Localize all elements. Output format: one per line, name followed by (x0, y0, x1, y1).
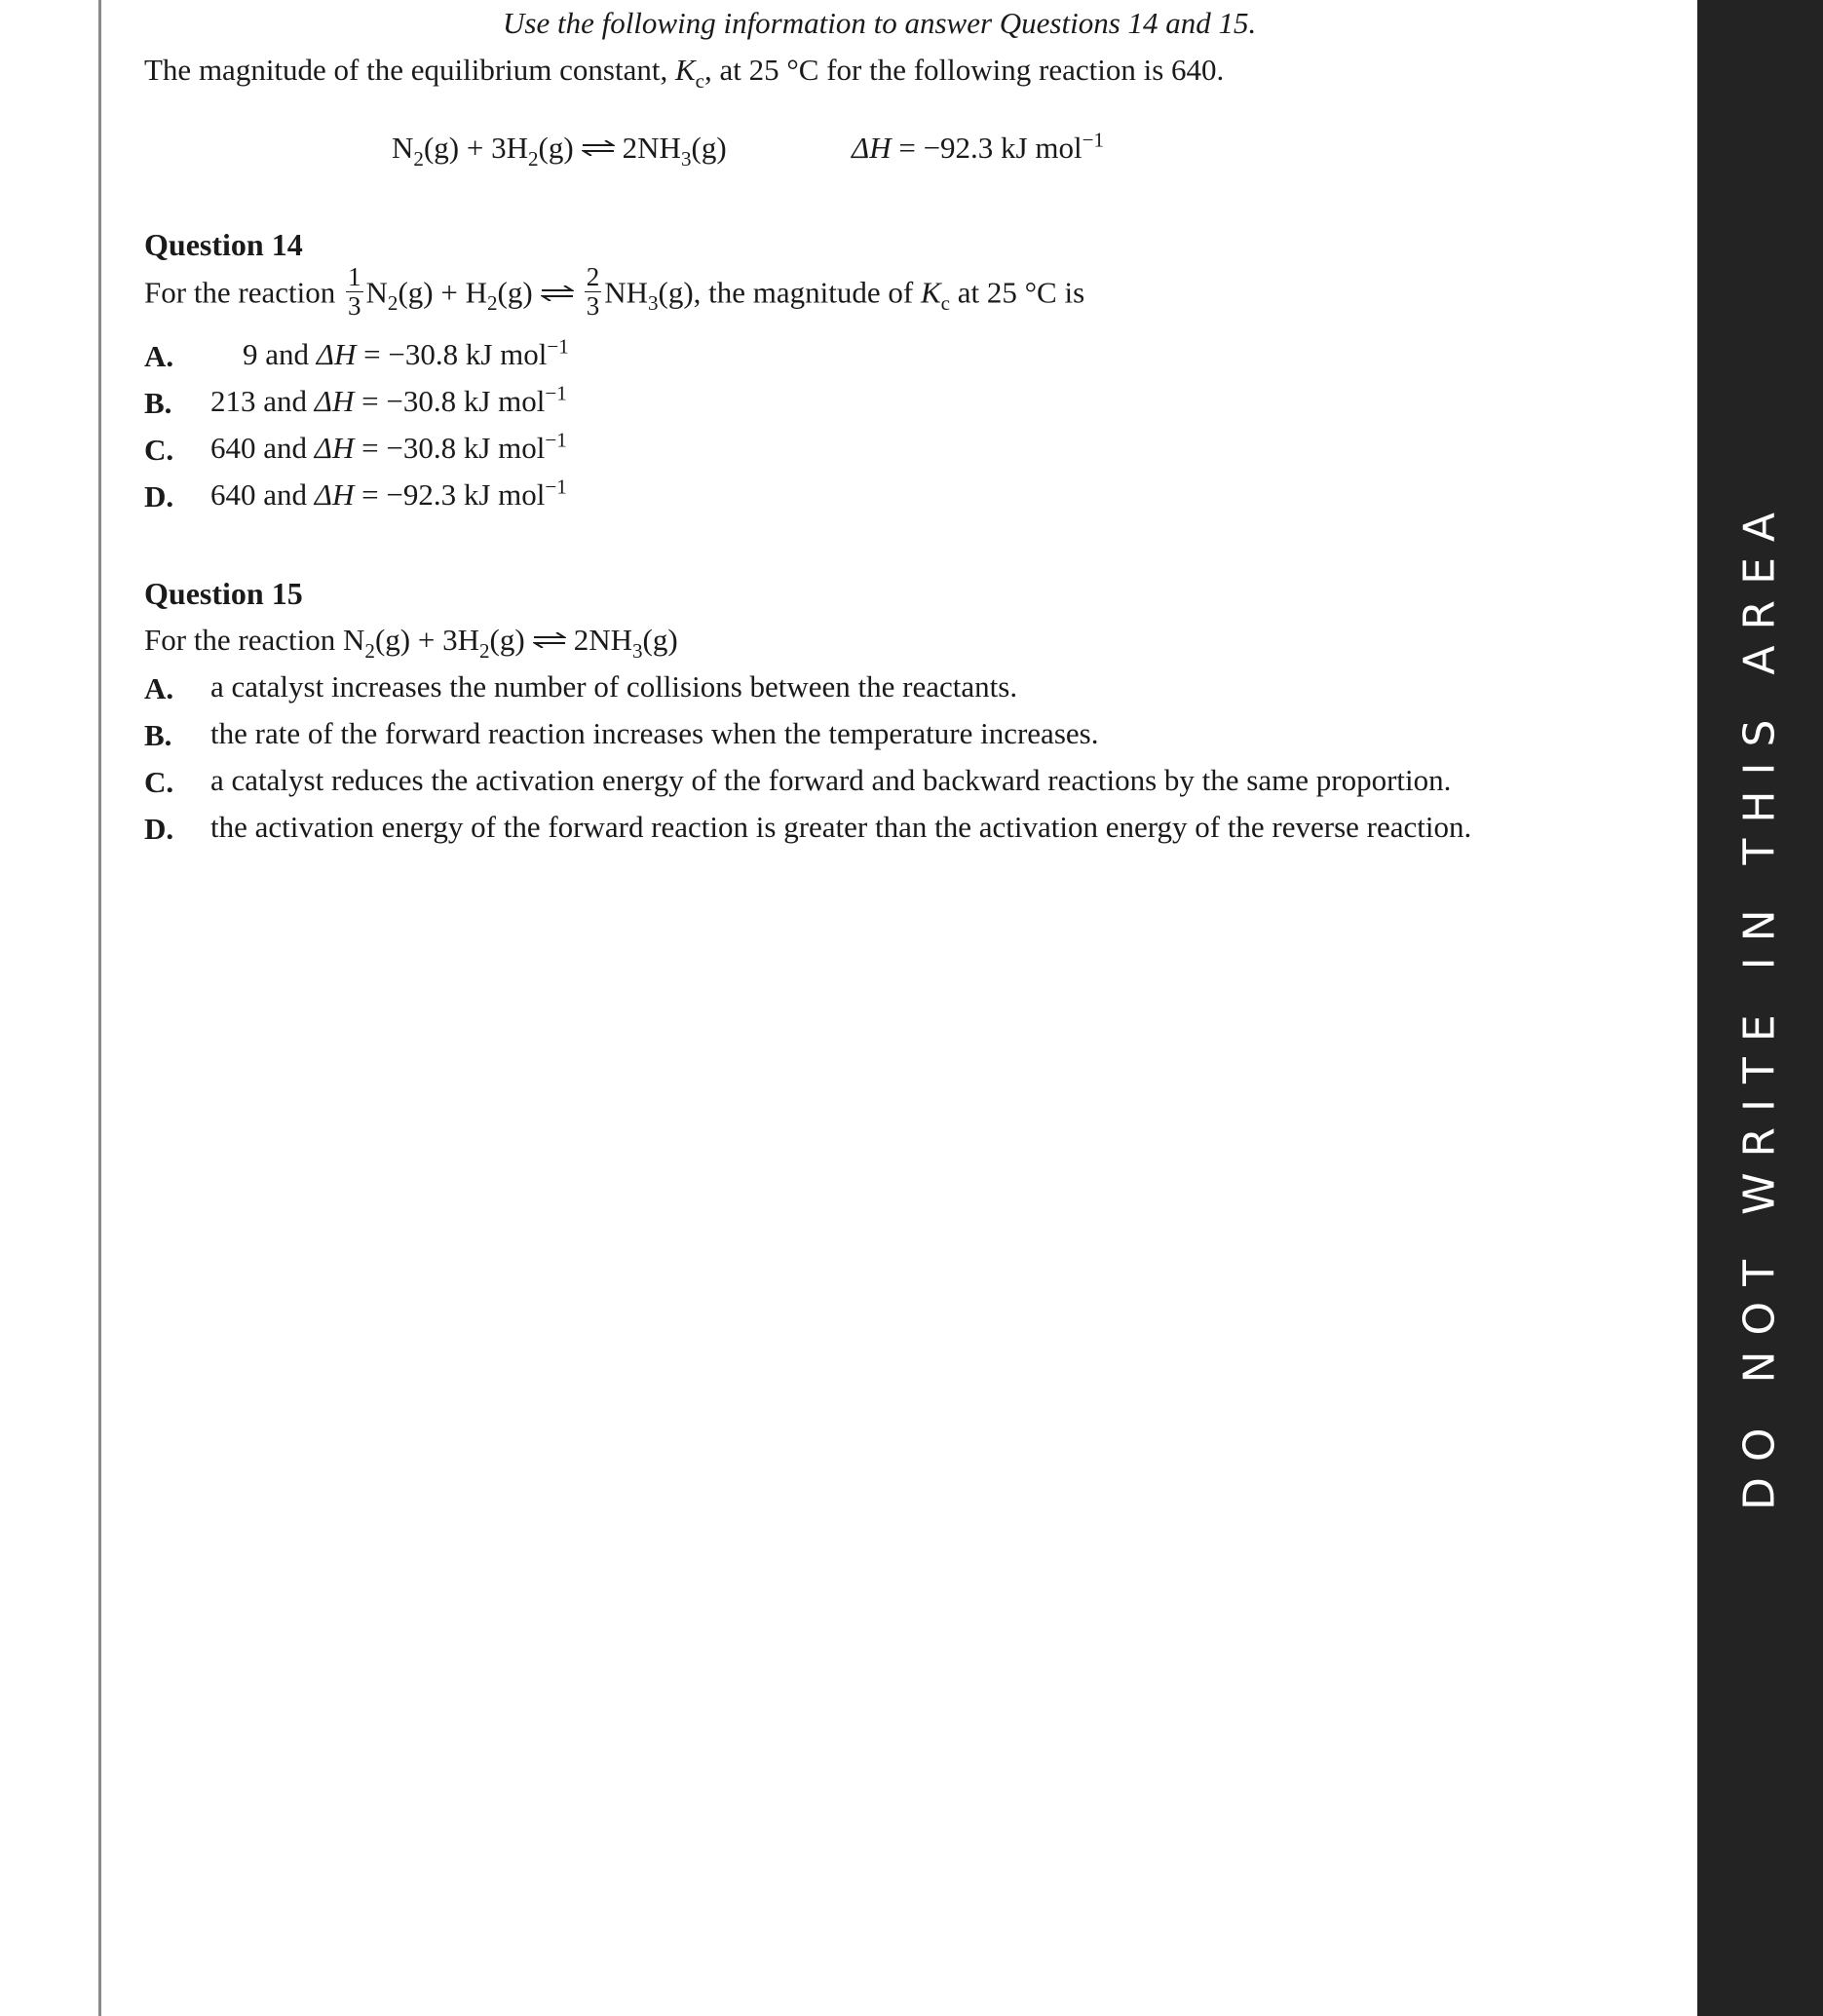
do-not-write-label: DO NOT WRITE IN THIS AREA (1734, 497, 1785, 1510)
q15-option-letter: D. (144, 812, 174, 846)
q14-option-letter: A. (144, 339, 174, 373)
question-14-title: Question 14 (144, 227, 303, 262)
question-15-stem: For the reaction $N_2(g) + 3H_2(g)$ $2NH_3(g)$ (144, 623, 678, 663)
q15-option-b[interactable]: the rate of the forward reaction increases when the temperature increases. (210, 716, 1099, 750)
q14-option-letter: D. (144, 479, 174, 514)
main-enthalpy: ΔH = −92.3 kJ mol$^{-1}$ (852, 128, 1105, 165)
q15-option-a[interactable]: a catalyst increases the number of collisions between the reactants. (210, 669, 1018, 704)
fraction-one-third: $\frac{1}{3}$ (348, 262, 361, 321)
q15-option-letter: A. (144, 671, 174, 705)
q14-option-b[interactable]: 213 and ΔH = −30.8 kJ mol$^{-1}$ (210, 381, 567, 418)
q15-option-letter: C. (144, 765, 174, 799)
q15-option-d[interactable]: the activation energy of the forward reaction is greater than the activation energy of the reverse reaction. (210, 810, 1472, 844)
fraction-two-thirds: $\frac{2}{3}$ (586, 262, 600, 321)
question-14-stem: For the reaction $\frac{1}{3}$ $N_2(g) + H_2(g)$ $\frac{2}{3}$ $NH_3(g)$, the magnitude of $K_c$ at 25 °C is (144, 262, 1085, 321)
q14-option-c[interactable]: 640 and ΔH = −30.8 kJ mol$^{-1}$ (210, 428, 567, 465)
equilibrium-arrow-icon (533, 632, 566, 648)
equilibrium-arrow-icon (541, 285, 574, 301)
main-equation: $N_2(g) + 3H_2(g)$ $2NH_3(g)$ (392, 131, 727, 171)
intro-text: Use the following information to answer Questions 14 and 15. (503, 6, 1257, 40)
q14-option-d[interactable]: 640 and ΔH = −92.3 kJ mol$^{-1}$ (210, 475, 567, 512)
q15-option-c[interactable]: a catalyst reduces the activation energy of the forward and backward reactions by the same proportion. (210, 763, 1452, 797)
question-15-title: Question 15 (144, 576, 303, 611)
q14-option-a[interactable]: 9 and ΔH = −30.8 kJ mol$^{-1}$ (243, 334, 569, 371)
equilibrium-arrow-icon (582, 140, 615, 156)
q14-option-letter: C. (144, 433, 174, 467)
q14-option-letter: B. (144, 386, 172, 420)
q15-option-letter: B. (144, 718, 172, 752)
page-margin-line (98, 0, 101, 2016)
kc-sentence: The magnitude of the equilibrium constant, $K_c$, at 25 °C for the following reaction is 640. (144, 53, 1225, 93)
